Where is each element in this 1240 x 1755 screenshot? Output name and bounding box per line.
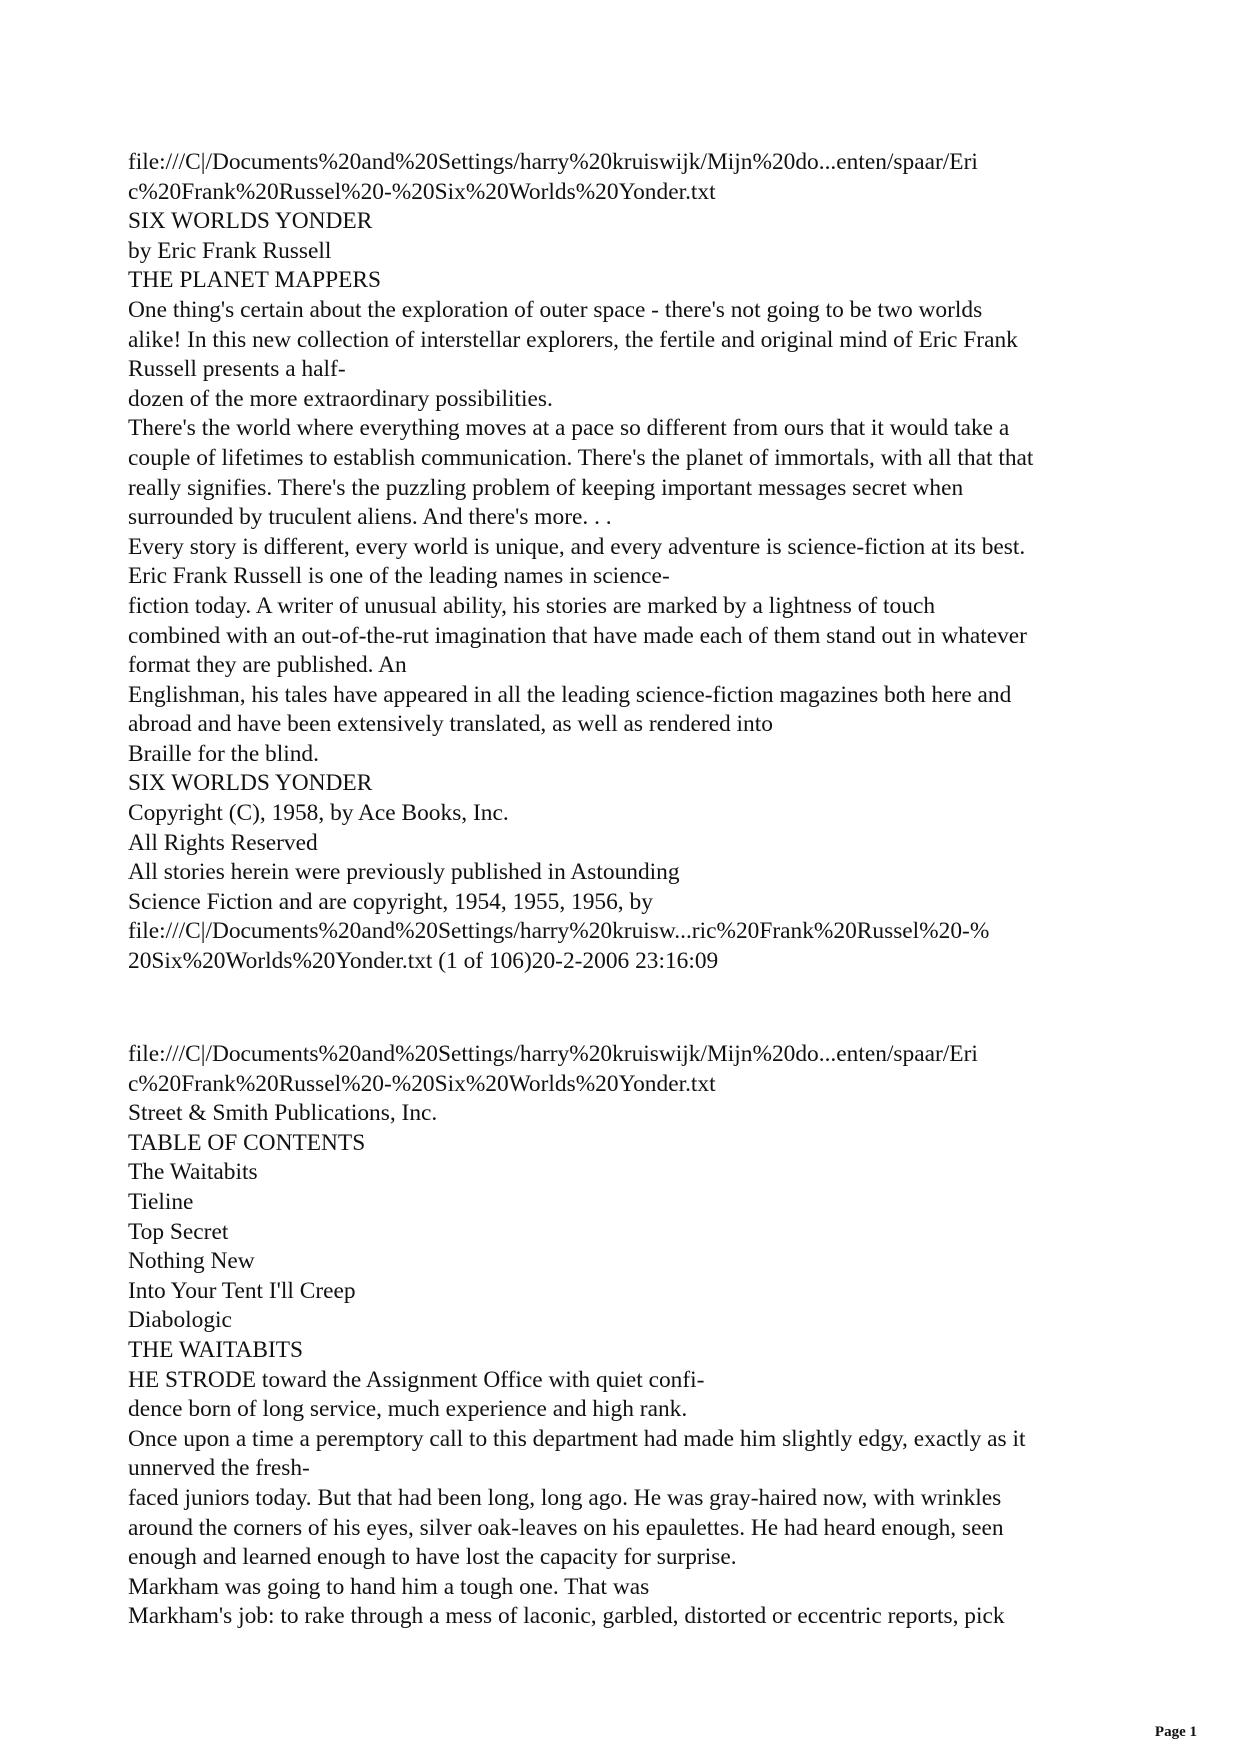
text-line: couple of lifetimes to establish communication. There's the planet of immortals, with all that that — [128, 444, 1034, 471]
text-block-2 — [128, 1040, 1118, 1632]
text-line: TABLE OF CONTENTS — [128, 1129, 366, 1156]
text-line: dence born of long service, much experience and high rank. — [128, 1396, 688, 1423]
text-line: by Eric Frank Russell — [128, 237, 332, 264]
text-line: Once upon a time a peremptory call to this department had made him slightly edgy, exactly as it — [128, 1425, 1026, 1452]
text-line: Tieline — [128, 1188, 194, 1215]
text-block-1 — [128, 148, 1118, 977]
text-line: surrounded by truculent aliens. And there's more. . . — [128, 504, 612, 531]
text-line: format they are published. An — [128, 652, 407, 679]
text-line: Into Your Tent I'll Creep — [128, 1277, 356, 1304]
text-line: unnerved the fresh- — [128, 1455, 310, 1482]
text-line: around the corners of his eyes, silver oak-leaves on his epaulettes. He had heard enough, seen — [128, 1514, 1004, 1541]
text-line: Every story is different, every world is unique, and every adventure is science-fiction at its best. — [128, 533, 1026, 560]
text-line: file:///C|/Documents%20and%20Settings/harry%20kruiswijk/Mijn%20do...enten/spaar/Eri — [128, 149, 978, 175]
text-line: Science Fiction and are copyright, 1954, 1955, 1956, by — [128, 888, 653, 915]
text-line: All stories herein were previously published in Astounding — [128, 859, 680, 886]
text-line: really signifies. There's the puzzling problem of keeping important messages secret when — [128, 474, 964, 501]
text-line: Markham's job: to rake through a mess of laconic, garbled, distorted or eccentric reports, pick — [128, 1603, 1005, 1630]
text-line: Eric Frank Russell is one of the leading names in science- — [128, 563, 670, 590]
text-line: All Rights Reserved — [128, 829, 318, 856]
page-number: Page 1 — [1154, 1724, 1197, 1740]
text-line: Englishman, his tales have appeared in all the leading science-fiction magazines both here and — [128, 681, 1012, 708]
text-line: THE PLANET MAPPERS — [128, 267, 382, 294]
text-line: enough and learned enough to have lost the capacity for surprise. — [128, 1544, 737, 1571]
text-line: 20Six%20Worlds%20Yonder.txt (1 of 106)20-2-2006 23:16:09 — [128, 948, 719, 975]
text-line: fiction today. A writer of unusual ability, his stories are marked by a lightness of touch — [128, 592, 936, 619]
text-line: Markham was going to hand him a tough one. That was — [128, 1573, 650, 1600]
text-line: dozen of the more extraordinary possibilities. — [128, 385, 553, 412]
text-line: faced juniors today. But that had been long, long ago. He was gray-haired now, with wrinkles — [128, 1484, 1002, 1511]
text-line: SIX WORLDS YONDER — [128, 770, 373, 797]
text-line: Russell presents a half- — [128, 356, 346, 383]
text-line: alike! In this new collection of interstellar explorers, the fertile and original mind of Eric Frank — [128, 326, 1018, 353]
text-line: c%20Frank%20Russel%20-%20Six%20Worlds%20Yonder.txt — [128, 1070, 716, 1097]
text-line: abroad and have been extensively translated, as well as rendered into — [128, 711, 773, 738]
text-line: SIX WORLDS YONDER — [128, 208, 373, 235]
text-line: Top Secret — [128, 1218, 229, 1245]
text-line: Street & Smith Publications, Inc. — [128, 1100, 438, 1127]
text-line: file:///C|/Documents%20and%20Settings/harry%20kruisw...ric%20Frank%20Russel%20-% — [128, 918, 990, 945]
text-line: Diabologic — [128, 1307, 232, 1334]
text-line: Braille for the blind. — [128, 740, 319, 767]
text-line: There's the world where everything moves at a pace so different from ours that it would take a — [128, 415, 1010, 442]
text-line: c%20Frank%20Russel%20-%20Six%20Worlds%20Yonder.txt — [128, 178, 716, 205]
text-line: combined with an out-of-the-rut imagination that have made each of them stand out in whatever — [128, 622, 1027, 649]
text-line: Copyright (C), 1958, by Ace Books, Inc. — [128, 800, 509, 827]
text-line: The Waitabits — [128, 1159, 258, 1186]
text-line: file:///C|/Documents%20and%20Settings/harry%20kruiswijk/Mijn%20do...enten/spaar/Eri — [128, 1041, 978, 1067]
text-line: THE WAITABITS — [128, 1336, 304, 1363]
text-line: HE STRODE toward the Assignment Office with quiet confi- — [128, 1366, 705, 1393]
text-line: Nothing New — [128, 1248, 255, 1275]
text-line: One thing's certain about the exploration of outer space - there's not going to be two worlds — [128, 296, 983, 323]
